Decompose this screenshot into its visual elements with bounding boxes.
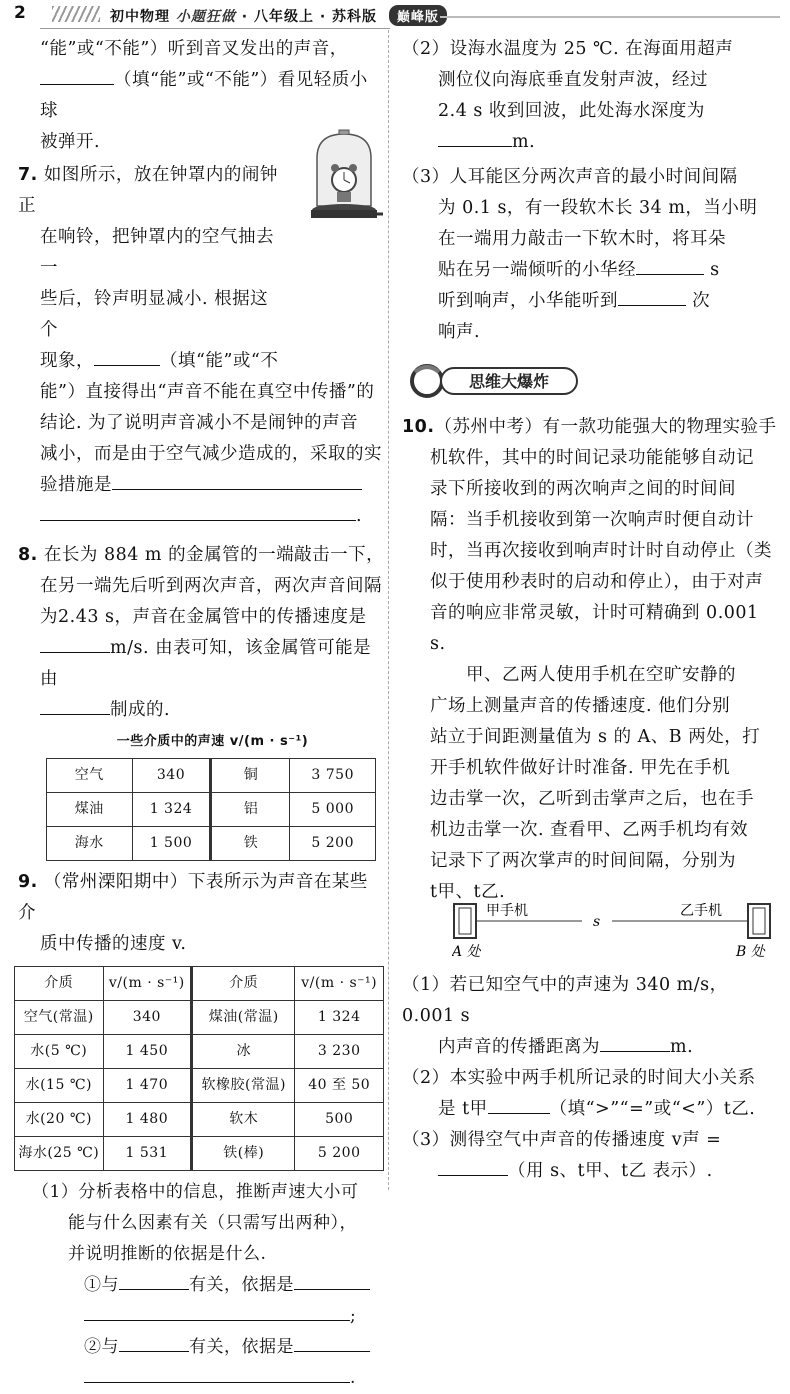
point-a-label: A 处 [452, 944, 481, 960]
table-caption: 一些介质中的声速 v/(m · s⁻¹) [116, 734, 309, 749]
answer-blank[interactable] [40, 634, 110, 653]
text-line: 为 0.1 s，有一段软木长 34 m，当小明 [438, 198, 758, 218]
text-line: . [32, 1363, 385, 1394]
table-cell: 1 531 [103, 1137, 192, 1171]
answer-blank[interactable] [600, 1033, 670, 1052]
question-10 [402, 412, 780, 908]
text-line: （1）若已知空气中的声速为 340 m/s，0.001 s [402, 975, 728, 1026]
table-cell: 340 [132, 759, 211, 793]
table-cell: 煤油 [47, 793, 133, 827]
text-line: 在一端用力敲击一下软木时，将耳朵 [438, 229, 726, 249]
text-line: 结论. 为了说明声音减小不是闹钟的声音 [40, 413, 359, 433]
text-line: 能与什么因素有关（只需写出两种）， [68, 1213, 357, 1233]
text-line: （3）测得空气中声音的传播速度 v声 = [402, 1130, 722, 1150]
text-line [18, 470, 385, 501]
question-number: 8. [18, 545, 38, 565]
answer-blank[interactable] [636, 256, 704, 275]
q9-sub2 [402, 34, 780, 158]
text-line: . [18, 501, 385, 532]
text-line: 站立于间距测量值为 s 的 A、B 两处，打 [430, 727, 761, 747]
answer-blank[interactable] [84, 1364, 350, 1383]
answer-blank[interactable] [119, 1333, 189, 1352]
text-span: m/s. 由表可知，该金属管可能是由 [40, 638, 372, 689]
q9-sub3 [402, 162, 780, 348]
table-cell: 软橡胶(常温) [192, 1069, 295, 1103]
phone-b-label: 乙手机 [680, 903, 722, 919]
answer-blank[interactable] [40, 502, 356, 521]
text-line: （1）分析表格中的信息，推断声速大小可 [32, 1182, 359, 1202]
right-column [402, 34, 780, 348]
text-line: （2）本实验中两手机所记录的时间大小关系 [402, 1068, 756, 1088]
table-cell: 铝 [211, 793, 290, 827]
text-line: 质中传播的速度 v. [40, 934, 187, 954]
table-cell: 1 324 [132, 793, 211, 827]
column-divider [388, 30, 389, 1190]
phones-diagram [452, 900, 772, 960]
text-line [32, 1332, 385, 1363]
question-number: 9. [18, 872, 38, 892]
answer-blank[interactable] [488, 1095, 550, 1114]
table-header-cell: 介质 [192, 967, 295, 1001]
text-line: （3）人耳能区分两次声音的最小时间间隔 [402, 167, 738, 187]
table-header-row [15, 967, 384, 1001]
text-line [18, 540, 385, 571]
table-cell: 500 [295, 1103, 384, 1137]
table-cell: 5 200 [295, 1137, 384, 1171]
question-9 [18, 867, 385, 1394]
text-span: 有关，依据是 [189, 1275, 294, 1295]
table-cell: 海水 [47, 827, 133, 861]
text-line: 机软件，其中的时间记录功能能够自动记 [430, 448, 754, 468]
table-cell: 5 000 [290, 793, 376, 827]
answer-blank[interactable] [40, 696, 110, 715]
text-line [18, 160, 283, 222]
text-line [402, 1156, 780, 1187]
text-span: ①与 [84, 1275, 119, 1295]
table-row [15, 1137, 384, 1171]
page-header [0, 0, 790, 28]
section-badge [405, 362, 580, 400]
answer-blank[interactable] [618, 287, 686, 306]
table-cell: 3 750 [290, 759, 376, 793]
text-line [438, 286, 780, 317]
text-span: （填“能”或“不能”）看见轻质小球 [40, 70, 368, 121]
text-line: 边击掌一次，乙听到击掌声之后，也在手 [430, 789, 754, 809]
table-cell: 1 324 [295, 1001, 384, 1035]
left-column [18, 34, 385, 1394]
text-line [402, 1032, 780, 1063]
table-cell: 软木 [192, 1103, 295, 1137]
table-row [47, 793, 376, 827]
text-span: m. [670, 1037, 694, 1057]
table-cell: 水(15 ℃) [15, 1069, 104, 1103]
text-span: （填“>”“=”或“<”）t乙. [549, 1099, 756, 1119]
edition-badge: 巅峰版 [389, 5, 447, 26]
text-span: 次 [692, 291, 711, 311]
text-span: （填“能”或“不 [160, 351, 279, 371]
header-grade: · 八年级上 · 苏科版 [241, 9, 378, 25]
text-span: 是 t甲 [438, 1099, 488, 1119]
text-line: 记录下了两次掌声的时间间隔，分别为 [430, 851, 736, 871]
question-number: 7. [18, 165, 38, 185]
table-cell: 空气(常温) [15, 1001, 104, 1035]
text-line [402, 412, 780, 443]
table-row [15, 1103, 384, 1137]
bell-jar-illustration [305, 128, 383, 226]
text-line [18, 633, 385, 695]
text-span: （苏州中考）有一款功能强大的物理实验手 [434, 417, 777, 437]
text-line: 响声. [438, 322, 481, 342]
text-span: 现象， [40, 351, 94, 371]
header-series: 初中物理 [110, 9, 170, 25]
text-line: 甲、乙两人使用手机在空旷安静的 [466, 665, 736, 685]
table-cell: 1 470 [103, 1069, 192, 1103]
table-cell: 340 [103, 1001, 192, 1035]
text-span: ②与 [84, 1337, 119, 1357]
text-line: 减小，而是由于空气减少造成的，采取的实 [40, 444, 382, 464]
table-cell: 煤油(常温) [192, 1001, 295, 1035]
text-span: （常州溧阳期中）下表所示为声音在某些介 [18, 872, 368, 923]
text-line: 机边击掌一次. 查看甲、乙两手机均有效 [430, 820, 749, 840]
text-line: 隔：当手机接收到第一次响声时便自动计 [430, 510, 754, 530]
speed-table-full [14, 966, 384, 1171]
table-cell: 海水(25 ℃) [15, 1137, 104, 1171]
table-row [15, 1069, 384, 1103]
q10-subquestions [402, 970, 780, 1187]
text-line [402, 1094, 780, 1125]
answer-blank[interactable] [119, 1271, 189, 1290]
text-line: 被弹开. [40, 132, 101, 152]
text-span: 内声音的传播距离为 [438, 1037, 600, 1057]
table-cell: 1 450 [103, 1035, 192, 1069]
text-span: m. [512, 132, 536, 152]
text-line: （2）设海水温度为 25 ℃. 在海面用超声 [402, 39, 734, 59]
text-line: 广场上测量声音的传播速度. 他们分别 [430, 696, 731, 716]
text-line: 时，当再次接收到响声时计时自动停止（类 [430, 541, 772, 561]
distance-label: s [593, 914, 601, 930]
text-span: s [710, 260, 720, 280]
text-line: 在响铃，把钟罩内的空气抽去一 [40, 227, 274, 278]
header-stripes [52, 6, 100, 22]
table-cell: 5 200 [290, 827, 376, 861]
header-underline [40, 28, 390, 29]
answer-blank[interactable] [112, 471, 362, 490]
answer-blank[interactable] [438, 128, 512, 147]
text-line [32, 1270, 385, 1301]
text-line: 为2.43 s，声音在金属管中的传播速度是 [40, 607, 367, 627]
phone-a-label: 甲手机 [486, 903, 528, 919]
table-cell: 水(20 ℃) [15, 1103, 104, 1137]
text-line [438, 255, 780, 286]
text-span: 贴在另一端倾听的小华经 [438, 260, 636, 280]
table-header-cell: v/(m · s⁻¹) [103, 967, 192, 1001]
text-line: 能”）直接得出“声音不能在真空中传播”的 [40, 382, 375, 402]
text-line: 在另一端先后听到两次声音，两次声音间隔 [40, 576, 382, 596]
table-cell: 铜 [211, 759, 290, 793]
point-b-label: B 处 [736, 944, 765, 960]
table-header-cell: 介质 [15, 967, 104, 1001]
table-cell: 3 230 [295, 1035, 384, 1069]
text-span: 如图所示，放在钟罩内的闹钟正 [18, 165, 278, 216]
text-line: 并说明推断的依据是什么. [68, 1244, 267, 1264]
table-header-cell: v/(m · s⁻¹) [295, 967, 384, 1001]
text-line [40, 65, 385, 127]
answer-blank[interactable] [294, 1271, 370, 1290]
question-8 [18, 540, 385, 861]
text-line [18, 867, 385, 929]
text-line: t甲、t乙. [430, 882, 506, 902]
text-line: 录下所接收到的两次响声之间的时间间 [430, 479, 736, 499]
header-brand: 小题狂做 [175, 9, 236, 25]
table-row [15, 1035, 384, 1069]
table-cell: 铁 [211, 827, 290, 861]
text-span: 验措施是 [40, 475, 112, 495]
section-badge-text: 思维大爆炸 [468, 372, 550, 391]
table-row [47, 759, 376, 793]
speed-table-small [46, 758, 376, 861]
table-cell: 空气 [47, 759, 133, 793]
answer-blank[interactable] [438, 1157, 508, 1176]
text-span: 听到响声，小华能听到 [438, 291, 618, 311]
header-title [110, 5, 447, 26]
question-number: 10. [402, 417, 435, 437]
answer-blank[interactable] [84, 1302, 350, 1321]
answer-blank[interactable] [94, 347, 160, 366]
table-cell: 铁(棒) [192, 1137, 295, 1171]
text-line: 音的响应非常灵敏，计时可精确到 0.001 s. [430, 603, 759, 654]
text-line: 2.4 s 收到回波，此处海水深度为 [438, 101, 705, 121]
answer-blank[interactable] [294, 1333, 370, 1352]
text-line: 测位仪向海底垂直发射声波，经过 [438, 70, 708, 90]
table-cell: 1 480 [103, 1103, 192, 1137]
text-line: 些后，铃声明显减小. 根据这个 [40, 289, 269, 340]
page-number: 2 [14, 3, 26, 23]
text-line [18, 346, 283, 377]
table-row [15, 1001, 384, 1035]
text-span: 在长为 884 m 的金属管的一端敲击一下， [43, 545, 385, 565]
text-span: 制成的. [110, 700, 171, 720]
text-line [438, 127, 780, 158]
text-line: 似于使用秒表时的启动和停止），由于对声 [430, 572, 764, 592]
answer-blank[interactable] [40, 66, 114, 85]
text-line [18, 695, 385, 726]
text-line: “能”或“不能”）听到音叉发出的声音， [40, 39, 348, 59]
table-cell: 冰 [192, 1035, 295, 1069]
text-line: ; [32, 1301, 385, 1332]
table-row [47, 827, 376, 861]
table-cell: 水(5 ℃) [15, 1035, 104, 1069]
table-cell: 40 至 50 [295, 1069, 384, 1103]
text-span: 有关，依据是 [189, 1337, 294, 1357]
header-rule [440, 16, 780, 18]
text-span: （用 s、t甲、t乙 表示）. [508, 1161, 713, 1181]
table-cell: 1 500 [132, 827, 211, 861]
text-line: 开手机软件做好计时准备. 甲先在手机 [430, 758, 731, 778]
q9-sub1 [18, 1177, 385, 1394]
